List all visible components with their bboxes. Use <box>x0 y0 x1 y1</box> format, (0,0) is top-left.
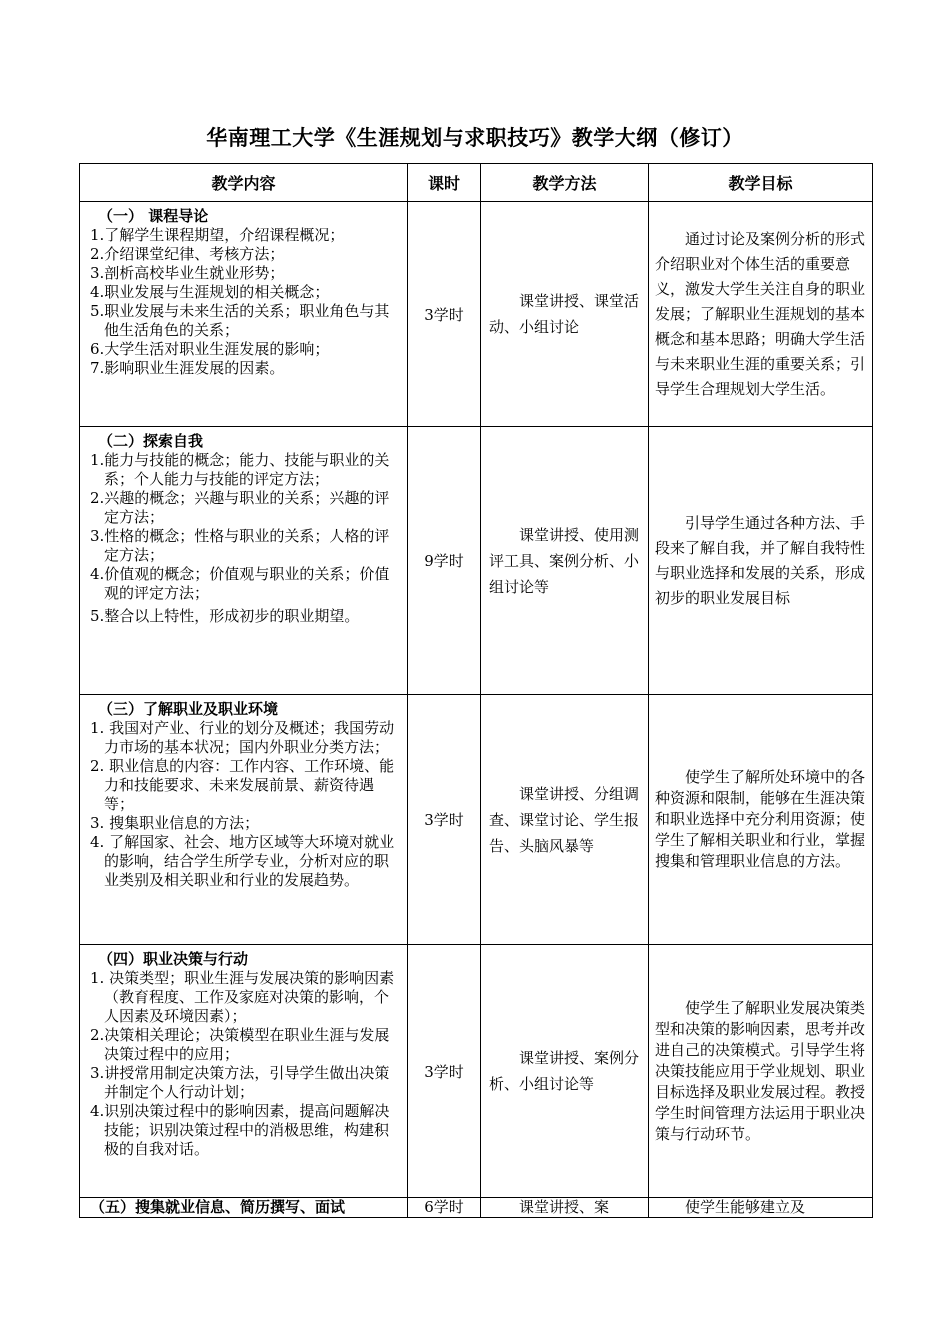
list-item: 4.职业发展与生涯规划的相关概念； <box>90 283 330 301</box>
goal-cell <box>649 695 873 945</box>
header-method: 教学方法 <box>481 164 649 202</box>
list-item: 3.讲授常用制定决策方法，引导学生做出决策并制定个人行动计划； <box>90 1064 390 1101</box>
list-item: 2.决策相关理论；决策模型在职业生涯与发展决策过程中的应用； <box>90 1026 390 1063</box>
table-row <box>80 202 873 427</box>
header-hours: 课时 <box>408 164 481 202</box>
list-item: 3.剖析高校毕业生就业形势； <box>90 264 285 282</box>
list-item: 4. 了解国家、社会、地方区域等大环境对就业的影响，结合学生所学专业，分析对应的职业类别及相关职业和行业的发展趋势。 <box>90 833 395 889</box>
page-title: 华南理工大学《生涯规划与求职技巧》教学大纲（修订） <box>206 126 744 150</box>
list-item: 1. 决策类型；职业生涯与发展决策的影响因素（教育程度、工作及家庭对决策的影响，个人因素及环境因素）； <box>90 969 395 1025</box>
header-content: 教学内容 <box>80 164 408 202</box>
method-cell <box>481 695 649 945</box>
list-item: 4.价值观的概念；价值观与职业的关系；价值观的评定方法； <box>90 565 390 602</box>
header-goal: 教学目标 <box>649 164 873 202</box>
method-text: 课堂讲授、案 <box>519 1198 610 1216</box>
goal-text: 引导学生通过各种方法、手段来了解自我，并了解自我特性与职业选择和发展的关系，形成初步的职业发展目标 <box>655 513 866 607</box>
hours-cell: 3学时 <box>408 695 481 945</box>
list-item: 7.影响职业生涯发展的因素。 <box>90 359 285 377</box>
content-cell <box>80 695 408 945</box>
content-cell <box>80 1198 408 1218</box>
content-cell <box>80 202 408 427</box>
header-row <box>80 164 873 202</box>
hours-cell: 3学时 <box>408 945 481 1198</box>
list-item: 2. 职业信息的内容：工作内容、工作环境、能力和技能要求、未来发展前景、薪资待遇等； <box>90 757 395 813</box>
goal-cell <box>649 427 873 695</box>
goal-text: 使学生能够建立及 <box>685 1198 806 1216</box>
method-cell <box>481 202 649 427</box>
hours-cell: 6学时 <box>408 1198 481 1218</box>
list-item: 2.介绍课堂纪律、考核方法； <box>90 245 285 263</box>
list-item: 3.性格的概念；性格与职业的关系；人格的评定方法； <box>90 527 390 564</box>
table-row <box>80 427 873 695</box>
syllabus-table <box>79 163 873 1218</box>
list-item: 1.能力与技能的概念；能力、技能与职业的关系；个人能力与技能的评定方法； <box>90 451 390 488</box>
table-row <box>80 695 873 945</box>
goal-text: 使学生了解所处环境中的各种资源和限制，能够在生涯决策和职业选择中充分利用资源；使学生了解相关职业和行业，掌握搜集和管理职业信息的方法。 <box>655 768 866 870</box>
method-text: 课堂讲授、案例分析、小组讨论等 <box>489 1049 640 1093</box>
table-row <box>80 1198 873 1218</box>
section-title: （一） 课程导论 <box>98 207 209 225</box>
section-title: （五）搜集就业信息、简历撰写、面试 <box>90 1198 346 1216</box>
table-row <box>80 945 873 1198</box>
list-item: 3. 搜集职业信息的方法； <box>90 814 260 832</box>
section-title: （四）职业决策与行动 <box>98 950 249 968</box>
section-title: （三）了解职业及职业环境 <box>98 700 279 718</box>
list-item: 2.兴趣的概念；兴趣与职业的关系；兴趣的评定方法； <box>90 489 390 526</box>
list-item: 4.识别决策过程中的影响因素，提高问题解决技能；识别决策过程中的消极思维，构建积极的自我对话。 <box>90 1102 390 1158</box>
method-cell <box>481 427 649 695</box>
goal-cell <box>649 945 873 1198</box>
goal-text: 使学生了解职业发展决策类型和决策的影响因素，思考并改进自己的决策模式。引导学生将决策技能应用于学业规划、职业目标选择及职业发展过程。教授学生时间管理方法运用于职业决策与行动环节。 <box>655 998 866 1143</box>
content-cell <box>80 427 408 695</box>
method-cell <box>481 1198 649 1218</box>
goal-cell <box>649 202 873 427</box>
method-text: 课堂讲授、课堂活动、小组讨论 <box>489 292 640 336</box>
content-cell <box>80 945 408 1198</box>
list-item: 5.整合以上特性，形成初步的职业期望。 <box>90 607 360 625</box>
goal-cell <box>649 1198 873 1218</box>
goal-text: 通过讨论及案例分析的形式介绍职业对个体生活的重要意义，激发大学生关注自身的职业发展；了解职业生涯规划的基本概念和基本思路；明确大学生活与未来职业生涯的重要关系；引导学生合理规划大学生活。 <box>655 229 866 398</box>
list-item: 1.了解学生课程期望，介绍课程概况； <box>90 226 345 244</box>
method-text: 课堂讲授、分组调查、课堂讨论、学生报告、头脑风暴等 <box>489 784 640 855</box>
list-item: 6.大学生活对职业生涯发展的影响； <box>90 340 330 358</box>
list-item: 5.职业发展与未来生活的关系；职业角色与其他生活角色的关系； <box>90 302 390 339</box>
list-item: 1. 我国对产业、行业的划分及概述；我国劳动力市场的基本状况；国内外职业分类方法； <box>90 719 395 756</box>
method-cell <box>481 945 649 1198</box>
hours-cell: 9学时 <box>408 427 481 695</box>
hours-cell: 3学时 <box>408 202 481 427</box>
method-text: 课堂讲授、使用测评工具、案例分析、小组讨论等 <box>489 525 640 596</box>
section-title: （二）探索自我 <box>98 432 204 450</box>
